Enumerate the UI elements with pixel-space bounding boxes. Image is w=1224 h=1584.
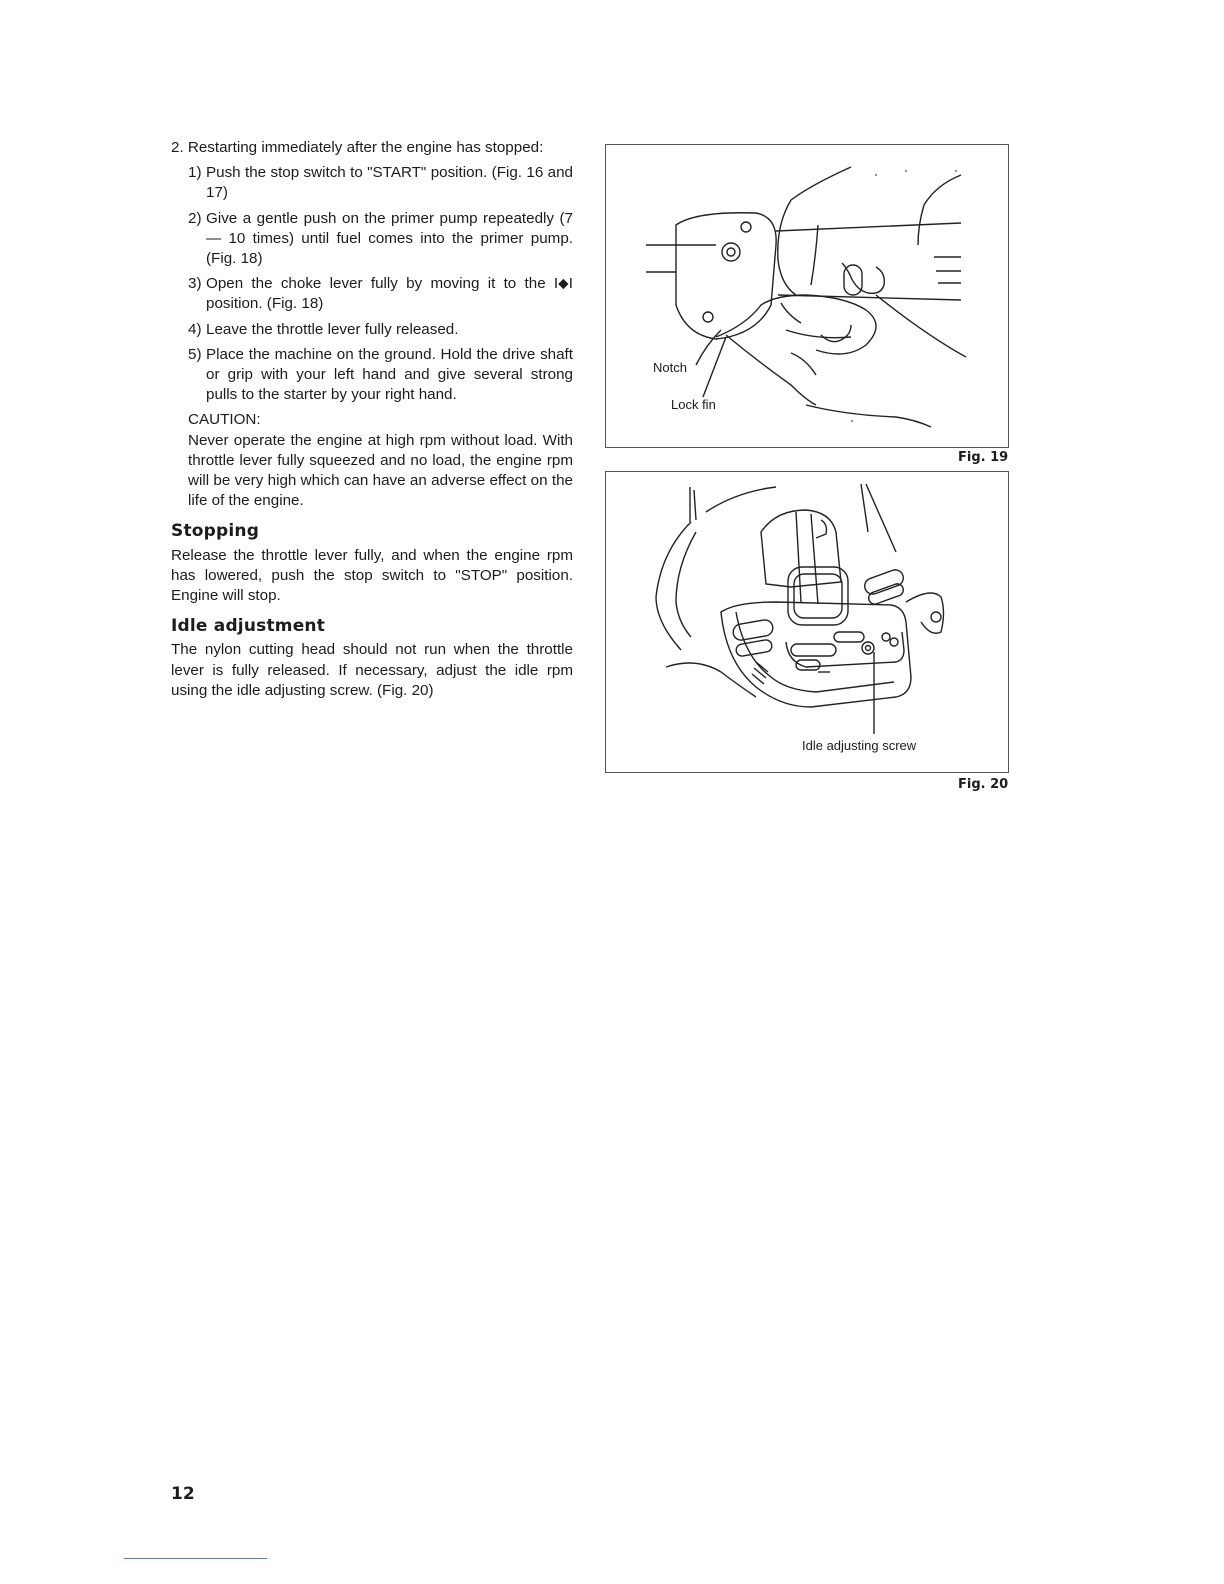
step-number: 2) [188, 209, 202, 227]
stopping-text: Release the throttle lever fully, and when the engine rpm has lowered, push the stop switch to "STOP" position. Engine will stop. [171, 546, 573, 605]
step-text: Place the machine on the ground. Hold the drive shaft or grip with your left hand and give several strong pulls to the starter by your right hand. [206, 345, 573, 404]
step-text: Give a gentle push on the primer pump repeatedly (7 — 10 times) until fuel comes into the primer pump. (Fig. 18) [206, 209, 573, 268]
step-1 [171, 163, 573, 203]
bottom-rule [124, 1558, 267, 1559]
step-3 [171, 274, 573, 314]
fig20-illustration [606, 472, 1008, 772]
step-text: Leave the throttle lever fully released. [206, 320, 459, 338]
step-number: 1) [188, 164, 202, 182]
idle-screw-label: Idle adjusting screw [802, 738, 917, 753]
figure-19-caption: Fig. 19 [958, 450, 1009, 465]
text-column [171, 138, 573, 701]
step-text: Push the stop switch to "START" position. (Fig. 16 and 17) [206, 164, 573, 202]
stopping-heading: Stopping [171, 521, 260, 542]
caution-text: Never operate the engine at high rpm without load. With throttle lever fully squeezed and no load, the engine rpm will be very high which can have an adverse effect on the life of the engine. [188, 431, 573, 510]
page-number: 12 [171, 1484, 195, 1504]
restart-heading: 2. Restarting immediately after the engine has stopped: [171, 139, 544, 156]
step-2 [171, 209, 573, 270]
caution-label: CAUTION: [188, 411, 261, 429]
fig19-illustration [606, 145, 1008, 447]
caution-block [171, 410, 573, 511]
figure-20-caption: Fig. 20 [958, 777, 1009, 792]
figure-20 [605, 471, 1009, 773]
step-5 [171, 345, 573, 406]
idle-heading: Idle adjustment [171, 616, 326, 637]
idle-text: The nylon cutting head should not run when the throttle lever is fully released. If necessary, adjust the idle rpm using the idle adjusting screw. (Fig. 20) [171, 641, 573, 699]
step-number: 3) [188, 275, 202, 293]
step-text: Open the choke lever fully by moving it to the I⬥I position. (Fig. 18) [206, 275, 573, 313]
step-number: 5) [188, 345, 202, 363]
figure-19 [605, 144, 1009, 448]
notch-label: Notch [653, 360, 687, 375]
step-number: 4) [188, 320, 202, 338]
lock-fin-label: Lock fin [671, 397, 716, 412]
step-4 [171, 320, 573, 340]
